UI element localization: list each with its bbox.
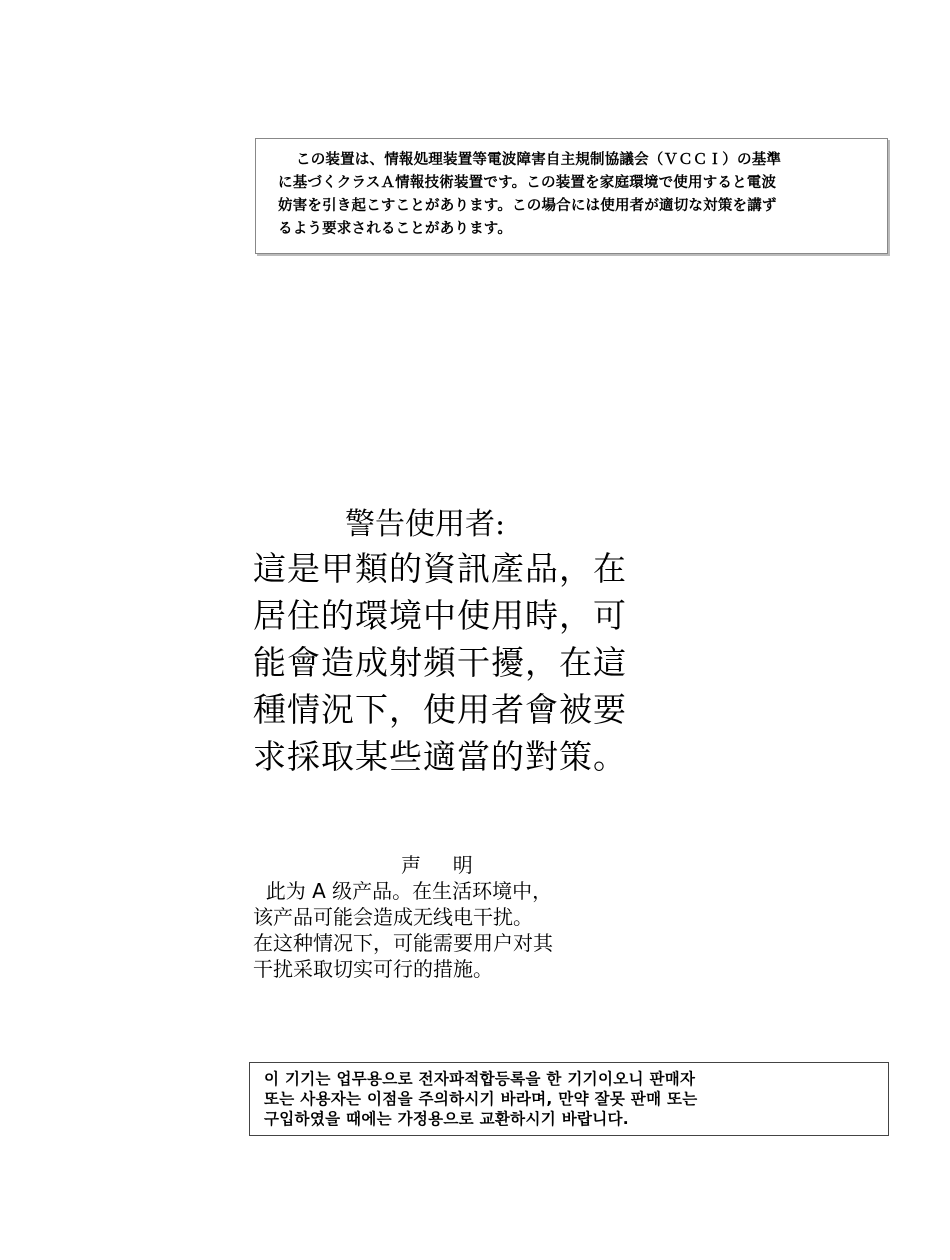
china-statement-line: 此为 A 级产品。在生活环境中，	[253, 879, 553, 903]
china-statement-line: 该产品可能会造成无线电干扰。	[253, 905, 533, 929]
taiwan-warning-line: 求採取某些適當的對策。	[253, 737, 627, 776]
korea-notice-line: 이 기기는 업무용으로 전자파적합등록을 한 기기이오니 판매자	[264, 1070, 696, 1088]
china-statement-title: 声 明	[401, 853, 473, 877]
taiwan-bsmi-warning	[253, 505, 673, 780]
vcci-notice-line: この装置は、情報処理装置等電波障害自主規制協議会（ＶＣＣＩ）の基準	[296, 152, 782, 168]
taiwan-warning-line: 居住的環境中使用時，可	[253, 596, 627, 635]
taiwan-warning-line: 能會造成射頻干擾，在這	[253, 643, 627, 682]
china-statement-line: 在这种情况下，可能需要用户对其	[253, 931, 553, 955]
vcci-notice-line: 妨害を引き起こすことがあります。この場合には使用者が適切な対策を講ず	[278, 198, 777, 214]
taiwan-warning-line: 這是甲類的資訊產品，在	[253, 549, 627, 588]
korea-notice-line: 구입하였을 때에는 가정용으로 교환하시기 바랍니다.	[264, 1110, 629, 1128]
vcci-notice-line: るよう要求されることがあります。	[278, 221, 513, 237]
korea-emc-notice-box	[249, 1062, 889, 1136]
taiwan-warning-line: 種情況下，使用者會被要	[253, 690, 627, 729]
china-statement-line: 干扰采取切实可行的措施。	[253, 957, 493, 981]
vcci-notice-line: に基づくクラスＡ情報技術装置です。この装置を家庭環境で使用すると電波	[278, 175, 777, 191]
taiwan-warning-title: 警告使用者:	[345, 507, 506, 542]
vcci-japan-notice-box	[255, 138, 888, 254]
korea-notice-line: 또는 사용자는 이점을 주의하시기 바라며, 만약 잘못 판매 또는	[264, 1090, 698, 1108]
china-class-a-statement	[253, 852, 653, 982]
